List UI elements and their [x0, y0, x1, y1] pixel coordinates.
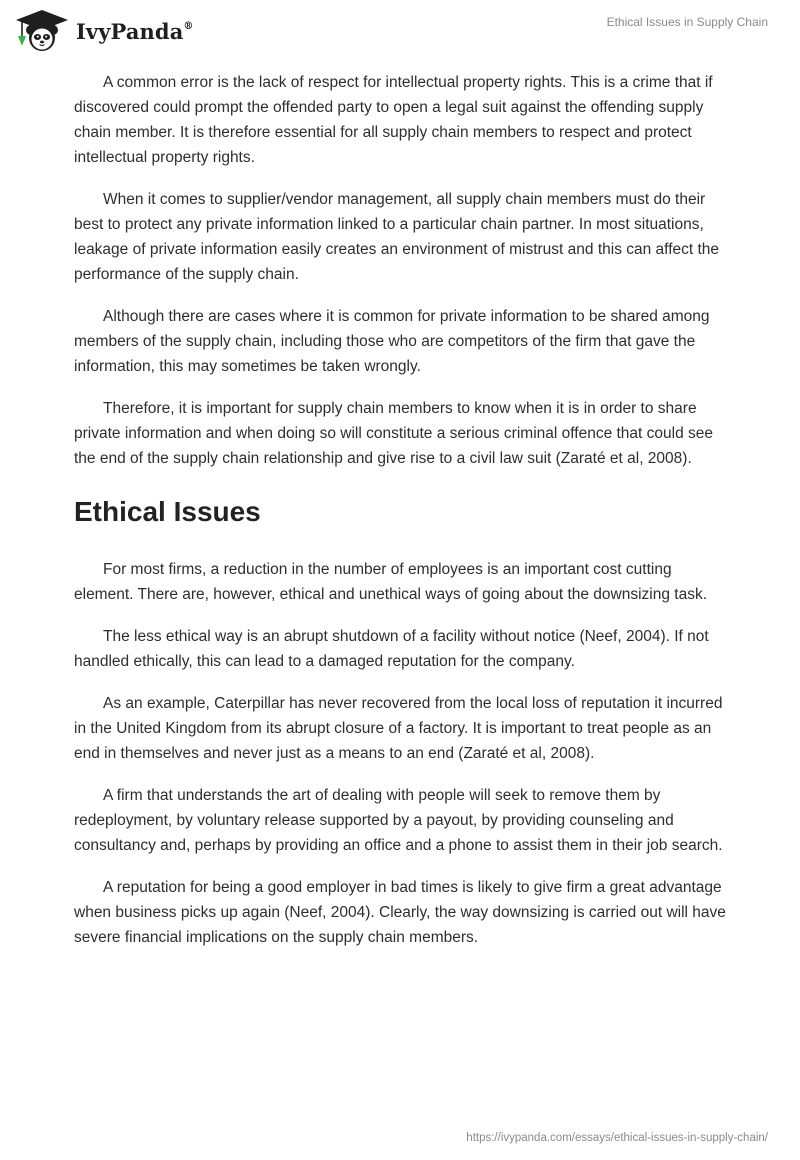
paragraph: As an example, Caterpillar has never recovered from the local loss of reputation it incurred in the United Kingdom from its abrupt closure of a factory. It is important to treat people as an end in themselves and never just as a means to an end (Zaraté et al, 2008). — [74, 695, 723, 762]
section-heading: Ethical Issues — [74, 496, 261, 527]
paragraph: When it comes to supplier/vendor management, all supply chain members must do their best to protect any private information linked to a particular chain partner. In most situations, leakage of private information easily creates an environment of mistrust and this can affect the performance of the supply chain. — [74, 191, 720, 283]
paragraph: Therefore, it is important for supply chain members to know when it is in order to share private information and when doing so will constitute a serious criminal offence that could see the end of the supply chain relationship and give rise to a civil law suit (Zaraté et al, 2008). — [74, 400, 714, 467]
panda-graduate-icon — [14, 8, 70, 54]
paragraph: The less ethical way is an abrupt shutdown of a facility without notice (Neef, 2004). If not handled ethically, this can lead to a damaged reputation for the company. — [74, 628, 709, 670]
article-body — [74, 70, 734, 967]
paragraph: A reputation for being a good employer in bad times is likely to give firm a great advantage when business picks up again (Neef, 2004). Clearly, the way downsizing is carried out will have severe financial implications on the supply chain members. — [74, 879, 726, 946]
paragraph: A firm that understands the art of dealing with people will seek to remove them by redeployment, by voluntary release supported by a payout, by providing counseling and consultancy and, perhaps by providing an office and a phone to assist them in their job search. — [74, 787, 723, 854]
ivypanda-logo[interactable] — [14, 8, 194, 54]
source-url-link[interactable]: https://ivypanda.com/essays/ethical-issues-in-supply-chain/ — [466, 1132, 768, 1144]
page-header — [0, 0, 800, 60]
running-title: Ethical Issues in Supply Chain — [606, 15, 768, 29]
paragraph: Although there are cases where it is common for private information to be shared among members of the supply chain, including those who are competitors of the firm that gave the information, this may sometimes be taken wrongly. — [74, 308, 710, 375]
paragraph: For most firms, a reduction in the number of employees is an important cost cutting element. There are, however, ethical and unethical ways of going about the downsizing task. — [74, 561, 708, 603]
brand-name: IvyPanda® — [76, 18, 194, 44]
paragraph: A common error is the lack of respect for intellectual property rights. This is a crime that if discovered could prompt the offended party to open a legal suit against the offending supply chain member. It is therefore essential for all supply chain members to respect and protect intellectual property rights. — [74, 74, 713, 166]
